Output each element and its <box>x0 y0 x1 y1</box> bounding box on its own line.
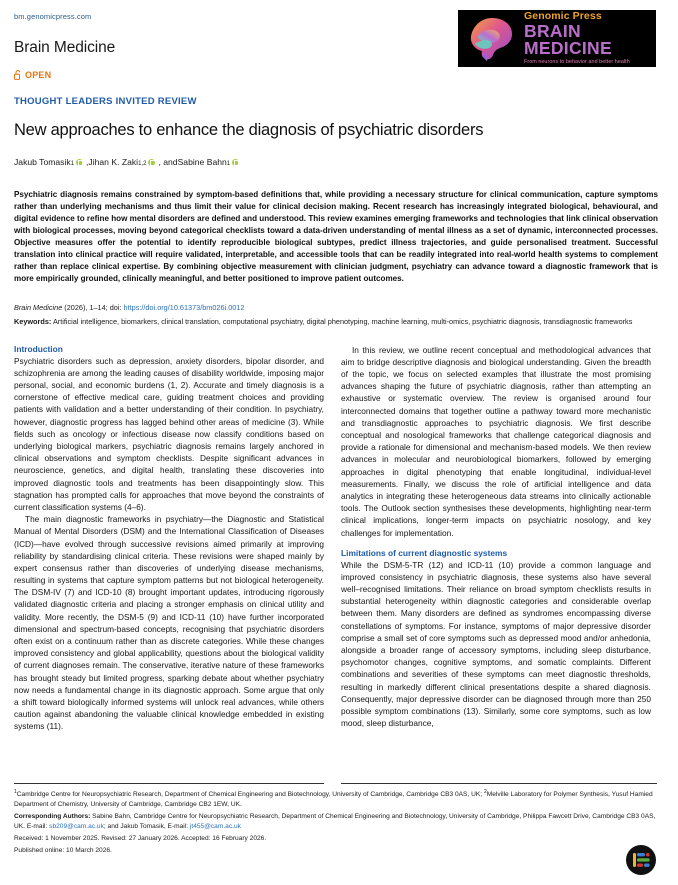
corresponding-text-2: ; and Jakub Tomasik, E-mail: <box>103 823 190 831</box>
author-separator: , <box>86 157 89 167</box>
author-affiliation-marker: 1 <box>70 161 75 167</box>
orcid-icon[interactable] <box>232 159 239 166</box>
doi-link[interactable]: https://doi.org/10.61373/bm026i.0012 <box>123 302 245 312</box>
citation-details: (2026), 1–14; doi: <box>62 302 124 312</box>
corresponding-text-1: Sabine Bahn, Cambridge Centre for Neuropsychiatric Research, Department of Chemical Engineering and Biotechnology, University of Cambridge, Philippa Fawcett Drive, Cambridge CB3 0AS, UK. E-mail: <box>14 813 656 831</box>
author-list <box>14 157 664 167</box>
footnotes-block <box>14 789 657 858</box>
logo-publisher-name: Genomic Press <box>524 10 602 23</box>
section-heading-introduction: Introduction <box>14 343 63 354</box>
press-mark-bars-icon <box>630 849 652 871</box>
section-heading-limitations: Limitations of current diagnostic systems <box>341 547 508 558</box>
open-access-label: OPEN <box>25 70 52 80</box>
affiliation-1: Cambridge Centre for Neuropsychiatric Research, Department of Chemical Engineering and Biotechnology, University of Cambridge, Cambridge CB3 0AS, UK; <box>16 791 483 799</box>
author-name[interactable]: Jakub Tomasik <box>14 157 71 167</box>
right-column <box>341 344 651 733</box>
paragraph: While the DSM-5-TR (12) and ICD-11 (10) provide a common language and improved consistency in psychiatric diagnosis, these systems also have several well–recognised limitations. Their reliance on broad symptom checklists results in substantial heterogeneity within diagnostic categories and considerable overlap between them. Many disorders are defined as syndromes encompassing diverse constellations of symptoms. For instance, symptoms of major depressive disorder comprise a small set of core symptoms such as depressed mood and/or anhedonia, alongside a broader range of accessory symptoms, including sleep disturbance, psychomotor changes, cognitive symptoms, and somatic complaints. Different combinations and severities of these symptoms can meet diagnostic thresholds, resulting in markedly different clinical presentations despite a shared diagnosis. Consequently, major depressive disorder can be diagnosed through more than 250 possible symptom combinations (13). Similarly, some core symptoms, such as low mood, sleep disturbance, <box>341 559 651 729</box>
publisher-logo[interactable] <box>458 10 656 67</box>
masthead-url[interactable]: bm.genomicpress.com <box>14 12 92 21</box>
brain-logo-icon <box>464 14 520 64</box>
corresponding-label: Corresponding Authors: <box>14 813 91 821</box>
logo-text-block <box>524 11 656 65</box>
affiliations-line <box>14 789 657 811</box>
affiliation-2: Melville Laboratory for Polymer Synthesis, Yusuf Hamied Department of Chemistry, University of Cambridge, Cambridge CB2 1EW, UK. <box>14 791 653 809</box>
keywords-block <box>14 317 664 328</box>
left-column <box>14 344 324 733</box>
corresponding-authors-line <box>14 812 657 832</box>
author-name[interactable]: Sabine Bahn <box>177 157 227 167</box>
download-note-container <box>660 0 676 885</box>
author-name[interactable]: Jihan K. Zaki <box>88 157 139 167</box>
published-online-line: Published online: 10 March 2026. <box>14 846 112 854</box>
keywords-list: Artificial intelligence, biomarkers, clinical translation, computational psychiatry, digital phenotyping, machine learning, multi-omics, psychiatric diagnosis, transdiagnostic frameworks <box>52 316 633 326</box>
paragraph: The main diagnostic frameworks in psychiatry—the Diagnostic and Statistical Manual of Mental Disorders (DSM) and the International Classification of Diseases (ICD)—have evolved through successive revisions aimed primarily at improving reliability by standardising clinical criteria. These revisions were shaped mainly by expert consensus rather than discoveries of underlying disease mechanisms, resulting in systems that capture symptom patterns but not biological heterogeneity. The DSM-IV (7) and ICD-10 (8) brought important updates, introducing rigorously validated diagnostic criteria and placing a stronger emphasis on clinical utility and validity. More recently, the DSM-5 (9) and ICD-11 (10) have further incorporated dimensional and spectrum-based concepts, recognising that psychiatric disorders often exist on a continuum rather than as discrete categories. While these changes improved consistency and global applicability, questions about the biological validity of current diagnoses remain. The conservative, iterative nature of these frameworks has brought steady but limited progress, sparking debate about whether psychiatry now needs a fundamental change in its diagnostic approach. Some argue that only a shift toward biologically informed systems will unlock real advances, while others caution against abandoning the valuable clinical knowledge embedded in existing systems (11). <box>14 514 324 732</box>
affiliation-marker-1: 1 <box>14 789 17 795</box>
download-source-note <box>670 0 676 148</box>
page-title: New approaches to enhance the diagnosis of psychiatric disorders <box>14 121 484 139</box>
open-access-badge <box>14 70 664 80</box>
paragraph: Psychiatric disorders such as depression, anxiety disorders, bipolar disorder, and schizophrenia are among the leading causes of disability worldwide, imposing major personal, social, and economic burdens (1, 2). Accurate and timely diagnosis is a cornerstone of effective medical care, guiding treatment choices and providing patients with validation and a better understanding of their condition. In psychiatry, however, diagnostic progress has lagged behind other areas of medicine (3). While fields such as oncology or infectious disease now classify conditions based on underlying biological markers, psychiatric diagnosis remains largely anchored in clinical observations and symptom checklists. Despite significant advances in neuroscience, genetics, and digital health, translating these discoveries into improved diagnostic tools and treatments has been disappointingly slow. This stagnation has prompted calls for approaches that move beyond the constraints of current classification systems (4–6). <box>14 355 324 512</box>
orcid-icon[interactable] <box>76 159 83 166</box>
article-type: THOUGHT LEADERS INVITED REVIEW <box>14 96 197 107</box>
logo-tagline: From neurons to behavior and better health <box>524 59 630 66</box>
keywords-label: Keywords: <box>14 316 52 326</box>
body-columns <box>14 344 664 733</box>
logo-brand-name: BRAIN MEDICINE <box>524 20 612 59</box>
citation-journal: Brain Medicine <box>14 302 63 312</box>
genomic-press-mark-icon[interactable] <box>626 845 656 875</box>
dates-line: Received: 1 November 2025. Revised: 27 January 2026. Accepted: 16 February 2026. <box>14 835 267 843</box>
email-link-1[interactable]: sb209@cam.ac.uk <box>49 823 104 831</box>
lock-open-icon <box>14 70 22 80</box>
footnote-divider-left <box>14 783 324 784</box>
orcid-icon[interactable] <box>148 159 155 166</box>
email-link-2[interactable]: jt455@cam.ac.uk <box>189 823 241 831</box>
abstract-text: Psychiatric diagnosis remains constrained by symptom-based definitions that, while providing a necessary structure for clinical communication, capture symptoms rather than underlying mechanisms and thus limit their value for clinical decision making. Recent research has increasingly integrated biological, behavioural, and digital evidence to refine how mental disorders are defined and understood. This review examines emerging frameworks and technologies that link clinical observation with biological processes, moving beyond categorical checklists toward a data-driven understanding of mental illness as a set of dynamic, interconnected processes. Objective measures offer the potential to identify reproducible biological subtypes, predict illness trajectories, and guide personalised treatment. Successful translation into clinical practice will require validated, interpretable, and accessible tools that can be readily integrated into real-world health systems to complement rather than replace clinical expertise. By combining objective measurement with clinician judgment, psychiatry can advance toward a diagnostic framework that is more empirically grounded, clinically meaningful, and better positioned to improve patient outcomes. <box>14 190 658 283</box>
footnote-divider-right <box>341 783 657 784</box>
author-connector: , and <box>158 157 178 167</box>
author-affiliation-marker: 1,2 <box>138 161 147 167</box>
journal-name: Brain Medicine <box>14 39 116 56</box>
citation-line <box>14 303 664 312</box>
author-affiliation-marker: 1 <box>226 161 231 167</box>
affiliation-marker-2: 2 <box>483 789 487 795</box>
paragraph: In this review, we outline recent conceptual and methodological advances that aim to bridge descriptive diagnosis and biological understanding. Given the breadth of the topic, we focus on selected examples that illustrate the most promising advances shaping the future of psychiatric diagnosis, rather than attempting an exhaustive or systematic overview. The review is organised around four interconnected domains that together outline a pathway toward more mechanistic and transdiagnostic approaches to psychiatric diagnosis. We first describe conceptual and nosological frameworks that challenge categorical diagnosis and provide a rationale for dimensional and mechanism-based models. We then review advances in molecular and neurobiological biomarkers, followed by emerging approaches in digital phenotyping that enable longitudinal, individual-level measurements. Finally, we discuss the role of artificial intelligence and data analytics in integrating these heterogeneous data streams into clinically actionable tools. The Outlook section synthesises these developments, highlighting near-term clinical implications, longer-term impacts on psychiatric nosology, and key challenges for implementation. <box>341 344 651 538</box>
